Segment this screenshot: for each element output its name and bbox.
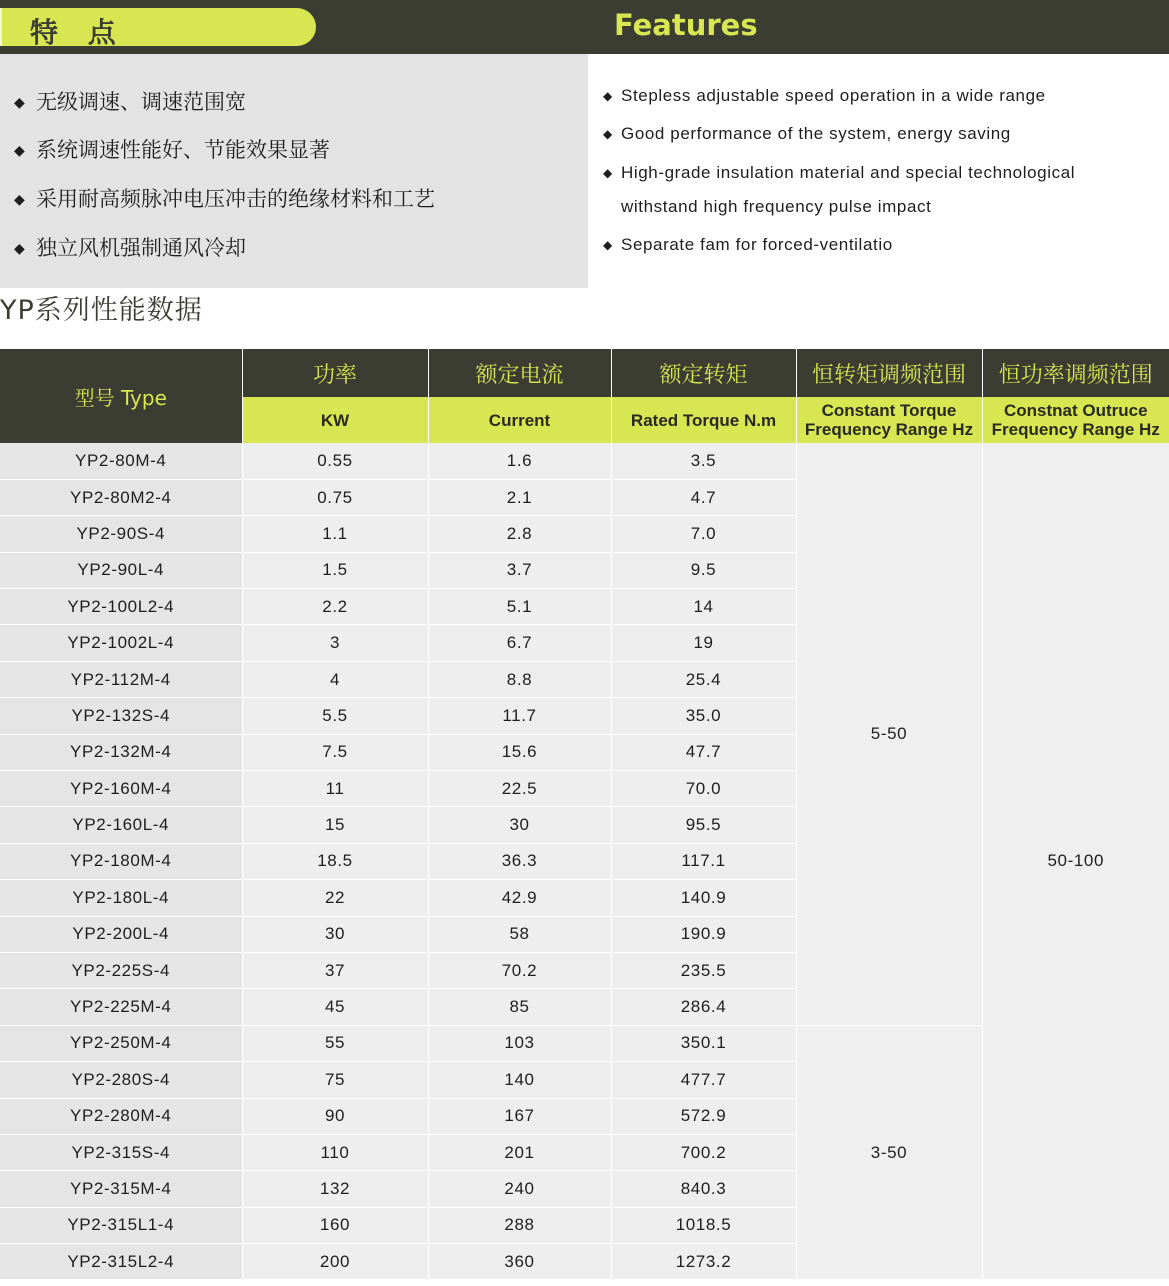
feature-en-item: ◆ Stepless adjustable speed operation in a wide range	[603, 86, 1046, 105]
cell-power: 18.5	[242, 843, 428, 879]
cell-power: 11	[242, 771, 428, 807]
cell-current: 288	[428, 1207, 611, 1243]
cell-model: YP2-100L2-4	[0, 589, 242, 625]
cell-model: YP2-225M-4	[0, 989, 242, 1025]
cell-power: 45	[242, 989, 428, 1025]
table-row	[0, 443, 1169, 479]
cell-model: YP2-112M-4	[0, 661, 242, 697]
cell-torque: 3.5	[611, 443, 796, 479]
cell-current: 8.8	[428, 661, 611, 697]
cell-torque: 95.5	[611, 807, 796, 843]
cell-power: 5.5	[242, 698, 428, 734]
cell-power: 55	[242, 1025, 428, 1061]
header-band	[0, 0, 1169, 54]
cell-current: 15.6	[428, 734, 611, 770]
header-ct-range-cn: 恒转矩调频范围	[796, 349, 982, 397]
feature-cn-item: ◆ 独立风机强制通风冷却	[14, 236, 246, 260]
cell-power: 1.1	[242, 516, 428, 552]
cell-current: 42.9	[428, 880, 611, 916]
cell-torque: 35.0	[611, 698, 796, 734]
feature-en-item-continued: withstand high frequency pulse impact	[621, 197, 932, 216]
cell-torque: 19	[611, 625, 796, 661]
cell-power: 22	[242, 880, 428, 916]
cell-model: YP2-1002L-4	[0, 625, 242, 661]
cell-torque: 47.7	[611, 734, 796, 770]
cell-current: 1.6	[428, 443, 611, 479]
cell-current: 2.1	[428, 479, 611, 515]
cell-torque: 70.0	[611, 771, 796, 807]
cell-model: YP2-180M-4	[0, 843, 242, 879]
bullet-icon: ◆	[603, 127, 613, 141]
bullet-icon: ◆	[603, 166, 613, 180]
header-model: 型号 Type	[0, 349, 242, 443]
header-torque-en: Rated Torque N.m	[611, 397, 796, 443]
cell-power: 4	[242, 661, 428, 697]
cell-power: 3	[242, 625, 428, 661]
feature-cn-item: ◆ 系统调速性能好、节能效果显著	[14, 138, 330, 162]
cell-current: 36.3	[428, 843, 611, 879]
cell-model: YP2-280S-4	[0, 1062, 242, 1098]
cell-torque: 140.9	[611, 880, 796, 916]
cell-power: 15	[242, 807, 428, 843]
cell-model: YP2-200L-4	[0, 916, 242, 952]
cell-current: 360	[428, 1244, 611, 1280]
table-header	[0, 349, 1169, 443]
feature-cn-item: ◆ 采用耐高频脉冲电压冲击的绝缘材料和工艺	[14, 187, 435, 211]
cell-power: 200	[242, 1244, 428, 1280]
cell-current: 240	[428, 1171, 611, 1207]
cell-current: 85	[428, 989, 611, 1025]
cell-ct-range: 5-50	[796, 443, 982, 1025]
feature-cn-item: ◆ 无级调速、调速范围宽	[14, 90, 246, 114]
cell-current: 70.2	[428, 952, 611, 988]
header-power-en: KW	[242, 397, 428, 443]
cell-power: 160	[242, 1207, 428, 1243]
cell-current: 3.7	[428, 552, 611, 588]
table-title: YP系列性能数据	[0, 295, 203, 326]
bullet-icon: ◆	[14, 192, 25, 208]
cell-model: YP2-80M-4	[0, 443, 242, 479]
cell-power: 7.5	[242, 734, 428, 770]
cell-torque: 572.9	[611, 1098, 796, 1134]
cell-model: YP2-315M-4	[0, 1171, 242, 1207]
cell-model: YP2-315L2-4	[0, 1244, 242, 1280]
cell-torque: 190.9	[611, 916, 796, 952]
features-cn-tab	[0, 8, 316, 49]
cell-current: 2.8	[428, 516, 611, 552]
cell-current: 5.1	[428, 589, 611, 625]
cell-power: 110	[242, 1134, 428, 1170]
cell-power: 75	[242, 1062, 428, 1098]
cell-power: 30	[242, 916, 428, 952]
cell-power: 0.75	[242, 479, 428, 515]
cell-cp-range: 50-100	[982, 443, 1169, 1280]
cell-torque: 14	[611, 589, 796, 625]
cell-power: 0.55	[242, 443, 428, 479]
features-cn-title: 特 点	[30, 16, 126, 49]
cell-model: YP2-225S-4	[0, 952, 242, 988]
cell-current: 103	[428, 1025, 611, 1061]
cell-torque: 1018.5	[611, 1207, 796, 1243]
header-cp-range-cn: 恒功率调频范围	[982, 349, 1169, 397]
cell-model: YP2-132S-4	[0, 698, 242, 734]
cell-torque: 7.0	[611, 516, 796, 552]
cell-current: 201	[428, 1134, 611, 1170]
feature-en-item: ◆ Separate fam for forced-ventilatio	[603, 235, 893, 254]
features-en-title: Features	[614, 8, 758, 42]
cell-model: YP2-280M-4	[0, 1098, 242, 1134]
header-current-en: Current	[428, 397, 611, 443]
cell-torque: 25.4	[611, 661, 796, 697]
cell-torque: 4.7	[611, 479, 796, 515]
cell-power: 2.2	[242, 589, 428, 625]
cell-model: YP2-160L-4	[0, 807, 242, 843]
header-power-cn: 功率	[242, 349, 428, 397]
cell-current: 6.7	[428, 625, 611, 661]
table-body	[0, 443, 1169, 1280]
cell-current: 22.5	[428, 771, 611, 807]
cell-torque: 235.5	[611, 952, 796, 988]
cell-model: YP2-315S-4	[0, 1134, 242, 1170]
cell-model: YP2-80M2-4	[0, 479, 242, 515]
cell-power: 1.5	[242, 552, 428, 588]
cell-current: 140	[428, 1062, 611, 1098]
cell-torque: 286.4	[611, 989, 796, 1025]
cell-model: YP2-250M-4	[0, 1025, 242, 1061]
cell-model: YP2-132M-4	[0, 734, 242, 770]
cell-current: 167	[428, 1098, 611, 1134]
performance-data-table	[0, 349, 1169, 1280]
cell-torque: 350.1	[611, 1025, 796, 1061]
header-torque-cn: 额定转矩	[611, 349, 796, 397]
bullet-icon: ◆	[14, 241, 25, 257]
cell-ct-range: 3-50	[796, 1025, 982, 1280]
bullet-icon: ◆	[603, 89, 613, 103]
cell-model: YP2-180L-4	[0, 880, 242, 916]
cell-torque: 117.1	[611, 843, 796, 879]
cell-model: YP2-160M-4	[0, 771, 242, 807]
header-ct-range-en: Constant Torque Frequency Range Hz	[796, 397, 982, 443]
cell-model: YP2-90L-4	[0, 552, 242, 588]
header-cp-range-en: Constnat Outruce Frequency Range Hz	[982, 397, 1169, 443]
cell-current: 11.7	[428, 698, 611, 734]
cell-torque: 9.5	[611, 552, 796, 588]
cell-power: 90	[242, 1098, 428, 1134]
cell-power: 132	[242, 1171, 428, 1207]
cell-current: 58	[428, 916, 611, 952]
cell-torque: 1273.2	[611, 1244, 796, 1280]
cell-torque: 477.7	[611, 1062, 796, 1098]
header-current-cn: 额定电流	[428, 349, 611, 397]
cell-model: YP2-90S-4	[0, 516, 242, 552]
cell-current: 30	[428, 807, 611, 843]
cell-power: 37	[242, 952, 428, 988]
cell-torque: 700.2	[611, 1134, 796, 1170]
cell-torque: 840.3	[611, 1171, 796, 1207]
feature-en-item: ◆ High-grade insulation material and special technological	[603, 163, 1076, 182]
feature-en-item: ◆ Good performance of the system, energy saving	[603, 124, 1011, 143]
cell-model: YP2-315L1-4	[0, 1207, 242, 1243]
bullet-icon: ◆	[14, 95, 25, 111]
bullet-icon: ◆	[14, 143, 25, 159]
bullet-icon: ◆	[603, 238, 613, 252]
